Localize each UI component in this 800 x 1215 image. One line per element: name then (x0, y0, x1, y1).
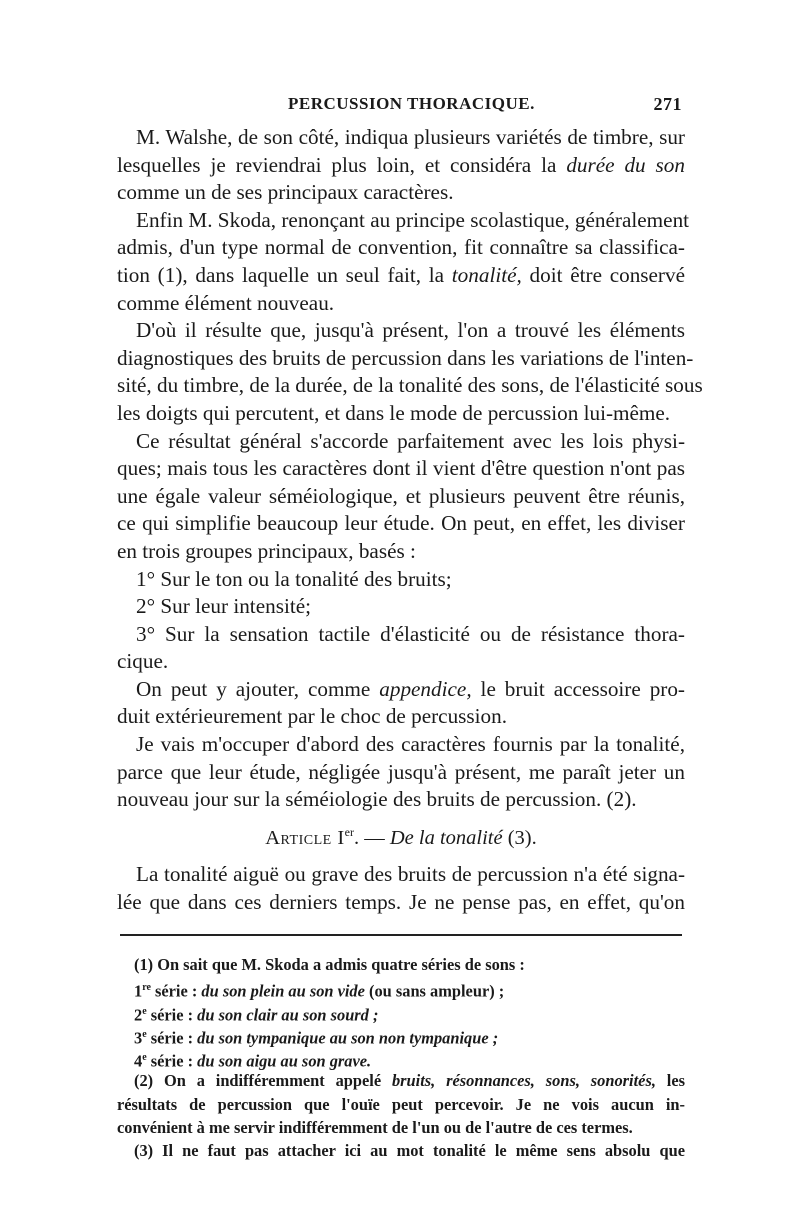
text-line: La tonalité aiguë ou grave des bruits de percussion n'a été signa- (136, 862, 685, 886)
running-header (118, 94, 684, 122)
text-line: Enfin M. Skoda, renonçant au principe scolastique, généralement (136, 207, 690, 232)
list-item: 3° Sur la sensation tactile d'élasticité ou de résistance thora- (136, 621, 685, 646)
text-line: en trois groupes principaux, basés : (117, 538, 416, 563)
text-line: diagnostiques des bruits de percussion dans les variations de l'inten- (117, 345, 694, 370)
section-text (117, 860, 685, 915)
footnote-line: résultats de percussion que l'ouïe peut percevoir. Je ne vois aucun in- (117, 1094, 685, 1114)
text-line: On peut y ajouter, comme appendice, le bruit accessoire pro- (136, 676, 685, 701)
emphasis: appendice, (379, 676, 472, 701)
text-line: M. Walshe, de son côté, indiqua plusieurs variétés de timbre, sur (136, 125, 685, 149)
article-title: De la tonalité (389, 826, 503, 849)
text-line: admis, d'un type normal de convention, fit connaître sa classifica- (117, 235, 685, 260)
text-line: duit extérieurement par le choc de percussion. (117, 704, 508, 729)
text-line: nouveau jour sur la séméiologie des bruits de percussion. (2). (117, 787, 637, 812)
footnote-divider (120, 934, 682, 936)
text-line: tion (1), dans laquelle un seul fait, la tonalité, doit être conservé (117, 262, 685, 287)
text-line: lée que dans ces derniers temps. Je ne pense pas, en effet, qu'on (117, 889, 685, 914)
list-item: 1° Sur le ton ou la tonalité des bruits; (136, 566, 452, 591)
footnote-series: 1re série : du son plein au son vide (ou sans ampleur) ; (134, 981, 505, 1001)
footnote-series: 3e série : du son tympanique au son non tympanique ; (134, 1028, 499, 1048)
article-sup: er (344, 825, 354, 839)
text-line: comme élément nouveau. (117, 290, 335, 315)
footnote-series: 2e série : du son clair au son sourd ; (134, 1005, 379, 1025)
text-line: ques; mais tous les caractères dont il vient d'être question n'ont pas (117, 456, 685, 481)
footnote-line: (3) Il ne faut pas attacher ici au mot tonalité le même sens absolu que (134, 1141, 685, 1161)
footnote-series: 4e série : du son aigu au son grave. (134, 1051, 372, 1071)
list-item: 2° Sur leur intensité; (136, 594, 312, 619)
text-line: D'où il résulte que, jusqu'à présent, l'on a trouvé les éléments (136, 318, 685, 343)
emphasis: durée du son (566, 152, 685, 177)
text-line: ce qui simplifie beaucoup leur étude. On peut, en effet, les diviser (117, 511, 685, 536)
article-note-ref: (3). (502, 826, 537, 849)
footnotes (117, 953, 685, 1163)
text-line: Je vais m'occuper d'abord des caractères fournis par la tonalité, (136, 732, 685, 757)
list-item: cique. (117, 649, 169, 674)
text-line: parce que leur étude, négligée jusqu'à présent, me paraît jeter un (117, 759, 685, 784)
text-line: comme un de ses principaux caractères. (117, 180, 454, 205)
page-number: 271 (653, 94, 682, 114)
footnote-line: (1) On sait que M. Skoda a admis quatre séries de sons : (134, 955, 525, 974)
article-label: Article I (265, 826, 345, 849)
text-line: les doigts qui percutent, et dans le mode de percussion lui-même. (117, 400, 671, 425)
section-heading (117, 818, 685, 852)
footnote-line: (2) On a indifféremment appelé bruits, résonnances, sons, sonorités, les (134, 1071, 685, 1091)
text-line: Ce résultat général s'accorde parfaitement avec les lois physi- (136, 428, 685, 453)
text-line: lesquelles je reviendrai plus loin, et considéra la durée du son (117, 152, 685, 177)
article-sep: . — (353, 826, 390, 849)
text-line: sité, du timbre, de la durée, de la tonalité des sons, de l'élasticité sous (117, 373, 703, 398)
text-line: une égale valeur séméiologique, et plusieurs peuvent être réunis, (117, 483, 685, 508)
header-title: PERCUSSION THORACIQUE. (288, 94, 535, 113)
emphasis: bruits, résonnances, sons, sonorités, (391, 1071, 656, 1091)
footnote-line: convénient à me servir indifféremment de l'un ou de l'autre de ces termes. (117, 1118, 633, 1138)
emphasis: tonalité, (451, 262, 522, 287)
main-text (117, 124, 703, 814)
